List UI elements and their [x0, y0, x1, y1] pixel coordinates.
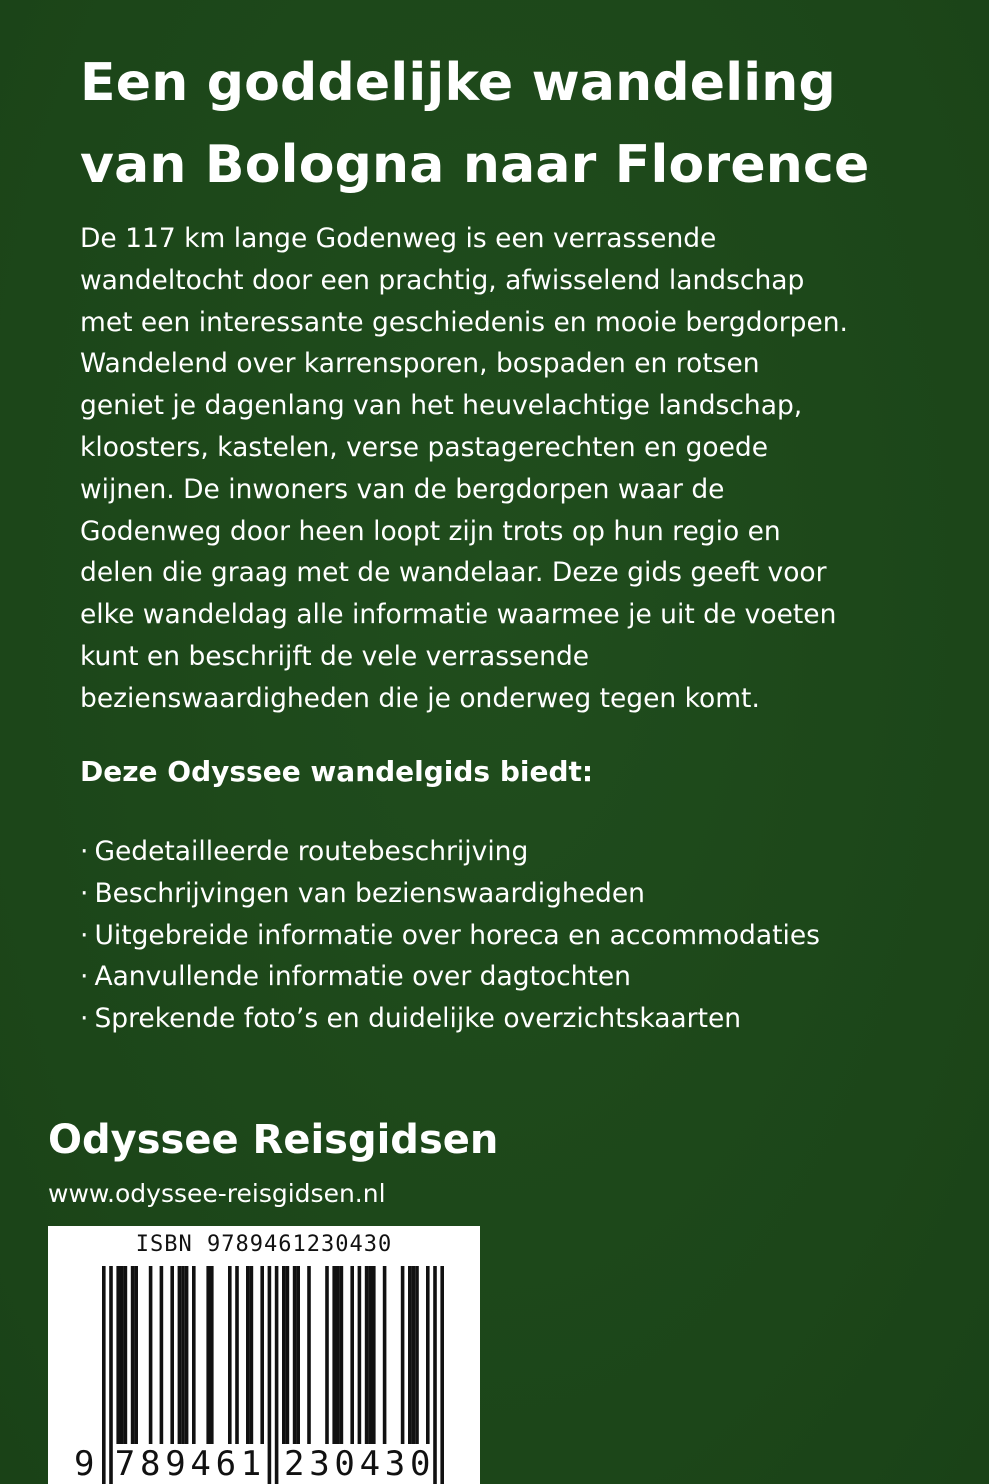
barcode-digit: 4 [359, 1444, 381, 1484]
description-line: kloosters, kastelen, verse pastagerechten en goede [80, 431, 769, 463]
barcode-bar [293, 1266, 297, 1444]
publisher-name: Odyssee Reisgidsen [48, 1117, 499, 1163]
barcode-bar [350, 1266, 354, 1444]
barcode-bar [228, 1266, 232, 1444]
feature-text: Gedetailleerde routebeschrijving [94, 836, 529, 867]
description-line: bezienswaardigheden die je onderweg tegen komt. [80, 682, 760, 714]
bullet-dot: · [80, 961, 89, 993]
barcode-digit: 9 [74, 1444, 95, 1484]
barcode-bar [340, 1266, 344, 1444]
feature-text: Uitgebreide informatie over horeca en accommodaties [94, 919, 820, 951]
barcode-bar [358, 1266, 362, 1444]
barcode-bar [170, 1266, 174, 1444]
barcode-bar [160, 1266, 164, 1444]
bullet-dot: · [80, 1003, 89, 1035]
barcode-bar [134, 1266, 138, 1444]
barcode-digit: 0 [334, 1444, 355, 1484]
barcode-bar [426, 1266, 430, 1444]
barcode-bar [415, 1266, 419, 1444]
barcode-bar [235, 1266, 239, 1444]
feature-item [80, 956, 820, 998]
barcode-bar [325, 1266, 329, 1444]
description-line: delen die graag met de wandelaar. Deze gids geeft voor [80, 557, 827, 589]
publisher-website: www.odyssee-reisgidsen.nl [48, 1179, 386, 1208]
feature-item [80, 873, 820, 915]
feature-text: Sprekende foto’s en duidelijke overzichtskaarten [94, 1003, 742, 1035]
description-paragraph [80, 218, 940, 720]
barcode-bar [120, 1266, 124, 1444]
title-line: van Bologna naar Florence [80, 135, 870, 195]
feature-item [80, 915, 820, 957]
barcode-bar [131, 1266, 135, 1444]
barcode-bar [210, 1266, 214, 1444]
features-heading: Deze Odyssee wandelgids biedt: [80, 755, 594, 788]
bullet-dot: · [80, 919, 89, 951]
barcode-bar [178, 1266, 182, 1444]
barcode-bar [296, 1266, 300, 1444]
barcode-bar [365, 1266, 369, 1444]
bullet-dot: · [80, 877, 89, 909]
features-list [80, 831, 820, 1040]
description-line: De 117 km lange Godenweg is een verrassende [80, 223, 717, 254]
feature-item [80, 831, 820, 873]
barcode-bar [286, 1266, 290, 1444]
barcode-digit: 0 [410, 1444, 431, 1484]
barcode-bar [336, 1266, 340, 1444]
barcode-bar [192, 1266, 196, 1444]
barcode-bar [246, 1266, 250, 1444]
barcode-bar [408, 1266, 412, 1444]
description-line: met een interessante geschiedenis en mooie bergdorpen. [80, 306, 848, 338]
description-line: wijnen. De inwoners van de bergdorpen waar de [80, 473, 725, 505]
barcode-bar [250, 1266, 254, 1444]
isbn-label: ISBN 9789461230430 [135, 1232, 393, 1257]
barcode-digit: 4 [190, 1444, 211, 1484]
description-line: Wandelend over karrensporen, bospaden en rotsen [80, 348, 760, 380]
barcode-digit: 3 [309, 1444, 330, 1484]
barcode-bar [383, 1266, 387, 1444]
cover-title [80, 42, 940, 206]
barcode-digit: 2 [284, 1444, 305, 1484]
feature-item [80, 998, 820, 1040]
barcode-digit: 7 [114, 1444, 136, 1484]
feature-text: Aanvullende informatie over dagtochten [94, 961, 631, 993]
barcode-digit: 9 [165, 1444, 186, 1484]
barcode-digit: 6 [215, 1444, 237, 1484]
barcode-digit: 1 [240, 1444, 262, 1484]
barcode-bar [401, 1266, 405, 1444]
barcode-bar [372, 1266, 376, 1444]
barcode-bar [206, 1266, 210, 1444]
barcode-bar [124, 1266, 128, 1444]
barcode-bar [332, 1266, 336, 1444]
barcode-digits [48, 1444, 480, 1484]
barcode-bar [260, 1266, 264, 1444]
description-line: elke wandeldag alle informatie waarmee je uit de voeten [80, 599, 837, 631]
barcode-bar [116, 1266, 120, 1444]
description-line: geniet je dagenlang van het heuvelachtige landschap, [80, 390, 803, 422]
barcode-bar [181, 1266, 185, 1444]
description-line: kunt en beschrijft de vele verrassende [80, 640, 590, 672]
barcode-bar [307, 1266, 311, 1444]
description-line: Godenweg door heen loopt zijn trots op hun regio en [80, 515, 781, 547]
barcode-bar [149, 1266, 153, 1444]
bullet-dot: · [80, 836, 89, 867]
title-line: Een goddelijke wandeling [80, 53, 836, 113]
barcode-bar [412, 1266, 416, 1444]
barcode-bar [368, 1266, 372, 1444]
barcode-digit: 8 [140, 1444, 161, 1484]
barcode-bar [282, 1266, 286, 1444]
feature-text: Beschrijvingen van bezienswaardigheden [94, 877, 645, 909]
barcode-bar [185, 1266, 189, 1444]
barcode-panel [48, 1226, 480, 1484]
description-line: wandeltocht door een prachtig, afwisselend landschap [80, 264, 805, 296]
barcode-digit: 3 [384, 1444, 406, 1484]
